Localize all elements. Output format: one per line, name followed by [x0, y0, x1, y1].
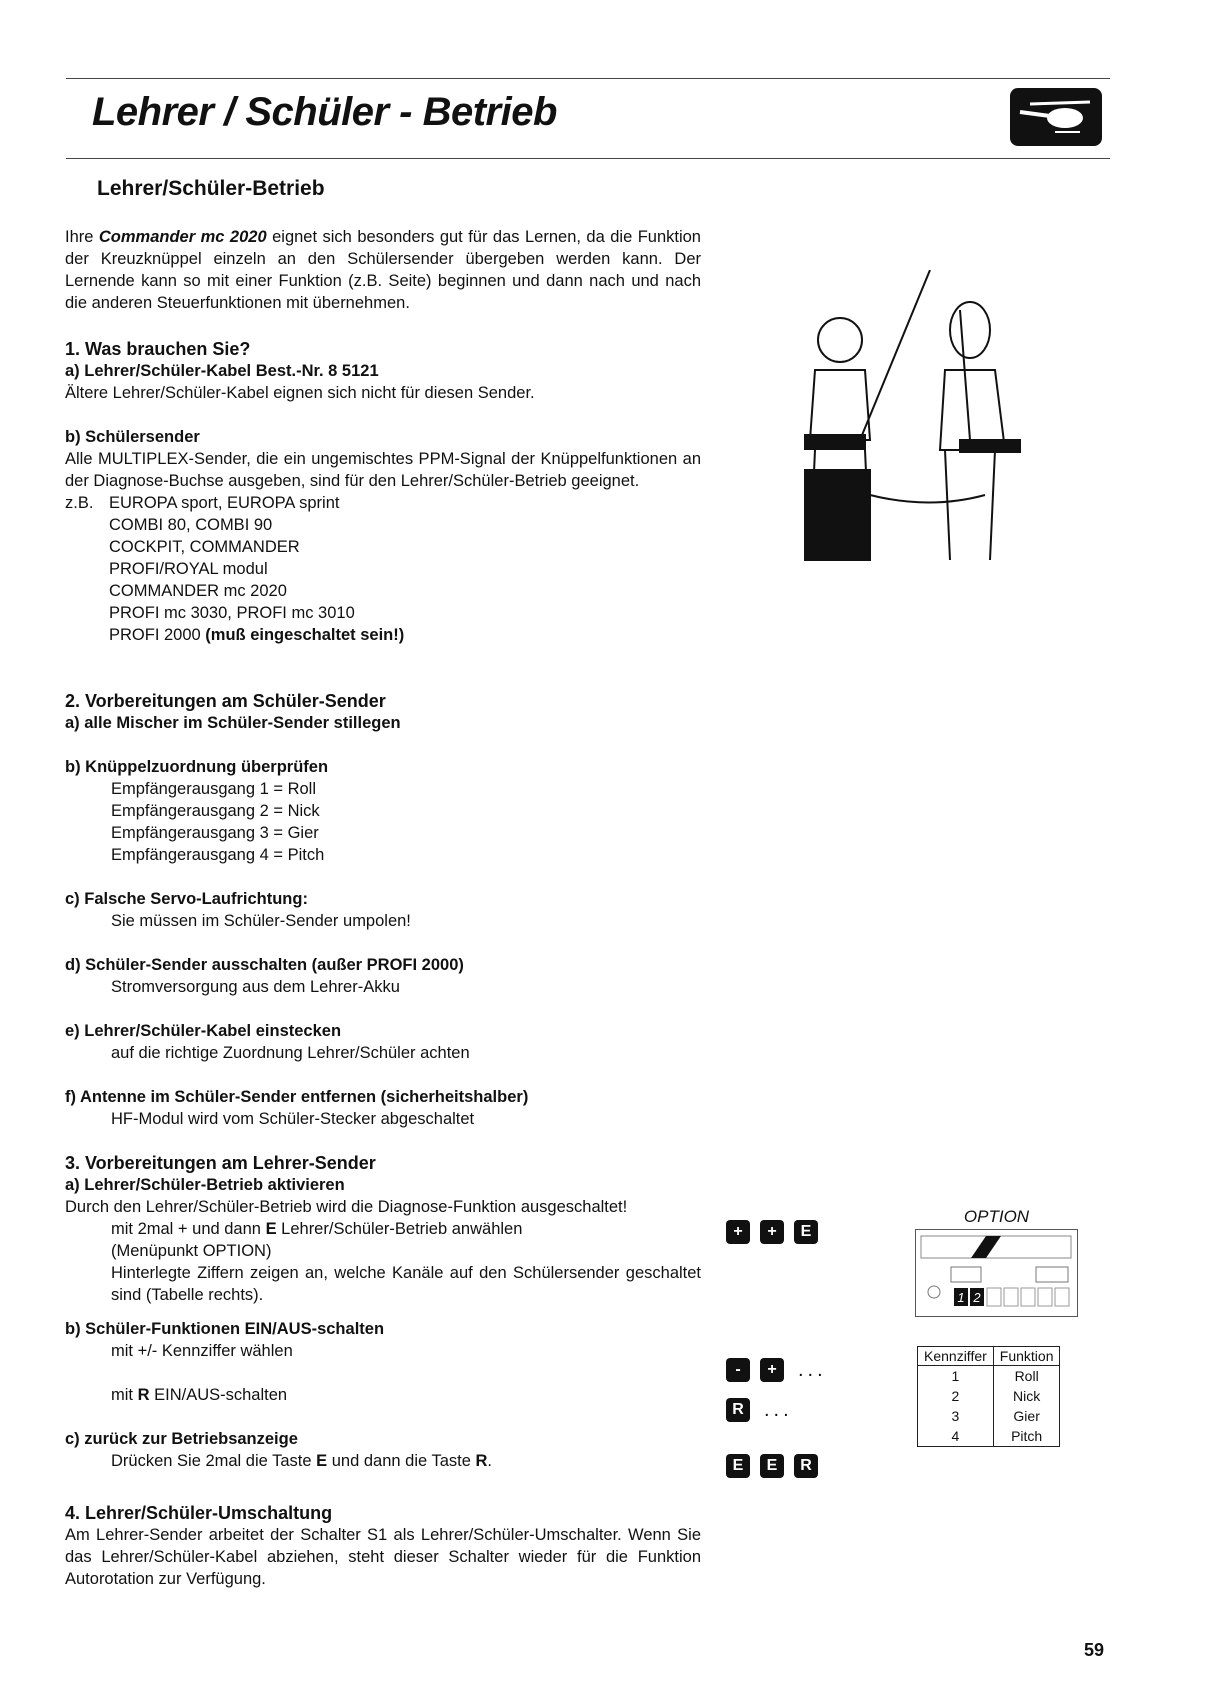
- subheading: d) Schüler-Sender ausschalten (außer PROFI 2000): [65, 956, 464, 974]
- display-label: OPTION: [963, 1207, 1030, 1226]
- digit: 1: [957, 1290, 965, 1305]
- key-sequence-activate: [726, 1220, 818, 1244]
- table-row: 3 Gier: [918, 1406, 1060, 1426]
- ellipsis: ...: [764, 1398, 793, 1421]
- plus-key: +: [760, 1358, 784, 1382]
- list-item: Empfängerausgang 1 = Roll: [111, 780, 317, 798]
- helicopter-icon: [1010, 88, 1102, 146]
- lcd-screen: [915, 1229, 1078, 1317]
- subheading: c) Falsche Servo-Laufrichtung:: [65, 890, 308, 908]
- label: z.B.: [65, 494, 94, 512]
- page-title: Lehrer / Schüler - Betrieb: [92, 90, 557, 134]
- subheading: b) Schüler-Funktionen EIN/AUS-schalten: [65, 1320, 385, 1338]
- section-4: [65, 1502, 701, 1590]
- table-row: 4 Pitch: [918, 1426, 1060, 1447]
- section-1: [65, 338, 701, 646]
- r-key: R: [726, 1398, 750, 1422]
- list-item: COMBI 80, COMBI 90: [109, 516, 273, 534]
- text: (Menüpunkt OPTION): [111, 1242, 272, 1260]
- lcd-option-display: [915, 1207, 1078, 1317]
- subheading: b) Knüppelzuordnung überprüfen: [65, 758, 329, 776]
- section-title: Lehrer/Schüler-Betrieb: [97, 177, 325, 200]
- heading: 3. Vorbereitungen am Lehrer-Sender: [65, 1153, 376, 1173]
- column-header: Funktion: [993, 1347, 1060, 1366]
- list-item: Empfängerausgang 2 = Nick: [111, 802, 320, 820]
- list-item: EUROPA sport, EUROPA sprint: [109, 494, 340, 512]
- key-sequence-back: [726, 1454, 818, 1478]
- digit: 2: [973, 1290, 981, 1305]
- text: Stromversorgung aus dem Lehrer-Akku: [111, 978, 400, 996]
- ellipsis: ...: [798, 1358, 827, 1381]
- subheading: f) Antenne im Schüler-Sender entfernen (sicherheitshalber): [65, 1088, 529, 1106]
- text: Am Lehrer-Sender arbeitet der Schalter S1 als Lehrer/Schüler-Umschalter. Wenn Sie das Lehrer/Schüler-Kabel abziehen, steht dieser Schalter wieder für die Funktion Autorotation zur Verfügung.: [65, 1526, 701, 1588]
- text: Alle MULTIPLEX-Sender, die ein ungemischtes PPM-Signal der Knüppelfunktionen an der Diagnose-Buchse ausgeben, sind für den Lehrer/Schüler-Betrieb geeignet.: [65, 450, 701, 490]
- key-sequence-select: [726, 1358, 827, 1382]
- text: auf die richtige Zuordnung Lehrer/Schüler achten: [111, 1044, 470, 1062]
- page-number: 59: [1084, 1640, 1105, 1660]
- subheading: e) Lehrer/Schüler-Kabel einstecken: [65, 1022, 342, 1040]
- section-2: [65, 690, 701, 1130]
- list-item: PROFI mc 3030, PROFI mc 3010: [109, 604, 355, 622]
- intro-paragraph: Ihre Commander mc 2020 eignet sich besonders gut für das Lernen, da die Funktion der Kreuzknüppel einzeln an den Schülersender übergeben werden kann. Der Lernende kann so mit einer Funktion (z.B. Seite) beginnen und dann nach und nach die anderen Steuerfunktionen mit übernehmen.: [65, 228, 701, 312]
- subheading: c) zurück zur Betriebsanzeige: [65, 1430, 298, 1448]
- list-item: Empfängerausgang 3 = Gier: [111, 824, 319, 842]
- text: Ältere Lehrer/Schüler-Kabel eignen sich nicht für diesen Sender.: [65, 384, 535, 402]
- heading: 1. Was brauchen Sie?: [65, 339, 251, 359]
- text: Hinterlegte Ziffern zeigen an, welche Kanäle auf den Schülersender geschaltet sind (Tabelle rechts).: [111, 1264, 701, 1304]
- header-rule-bottom: [66, 158, 1110, 159]
- channel-table: [917, 1346, 1060, 1447]
- minus-key: -: [726, 1358, 750, 1382]
- text: Sie müssen im Schüler-Sender umpolen!: [111, 912, 411, 930]
- list-item: PROFI 2000 (muß eingeschaltet sein!): [109, 626, 405, 644]
- subheading: a) alle Mischer im Schüler-Sender stillegen: [65, 714, 401, 732]
- e-key: E: [794, 1220, 818, 1244]
- table-row: 2 Nick: [918, 1386, 1060, 1406]
- subheading: b) Schülersender: [65, 428, 200, 446]
- list-item: COCKPIT, COMMANDER: [109, 538, 300, 556]
- column-header: Kennziffer: [918, 1347, 994, 1366]
- text: Drücken Sie 2mal die Taste E und dann die Taste R.: [111, 1452, 492, 1470]
- text: Durch den Lehrer/Schüler-Betrieb wird die Diagnose-Funktion ausgeschaltet!: [65, 1198, 628, 1216]
- table-row: 1 Roll: [918, 1366, 1060, 1387]
- list-item: COMMANDER mc 2020: [109, 582, 287, 600]
- transmitter-list: [65, 492, 701, 646]
- heading: 2. Vorbereitungen am Schüler-Sender: [65, 691, 386, 711]
- e-key: E: [760, 1454, 784, 1478]
- text: mit +/- Kennziffer wählen: [111, 1342, 293, 1360]
- list-item: Empfängerausgang 4 = Pitch: [111, 846, 325, 864]
- text: mit R EIN/AUS-schalten: [111, 1386, 288, 1404]
- heading: 4. Lehrer/Schüler-Umschaltung: [65, 1503, 333, 1523]
- subheading: a) Lehrer/Schüler-Kabel Best.-Nr. 8 5121: [65, 362, 379, 380]
- teacher-student-cartoon: [780, 270, 1090, 600]
- list-item: PROFI/ROYAL modul: [109, 560, 268, 578]
- text: mit 2mal + und dann E Lehrer/Schüler-Betrieb anwählen: [111, 1220, 523, 1238]
- r-key: R: [794, 1454, 818, 1478]
- text: HF-Modul wird vom Schüler-Stecker abgeschaltet: [111, 1110, 475, 1128]
- e-key: E: [726, 1454, 750, 1478]
- header-rule-top: [66, 78, 1110, 79]
- section-3: [65, 1152, 701, 1472]
- plus-key: +: [726, 1220, 750, 1244]
- key-sequence-toggle: [726, 1398, 793, 1422]
- plus-key: +: [760, 1220, 784, 1244]
- subheading: a) Lehrer/Schüler-Betrieb aktivieren: [65, 1176, 345, 1194]
